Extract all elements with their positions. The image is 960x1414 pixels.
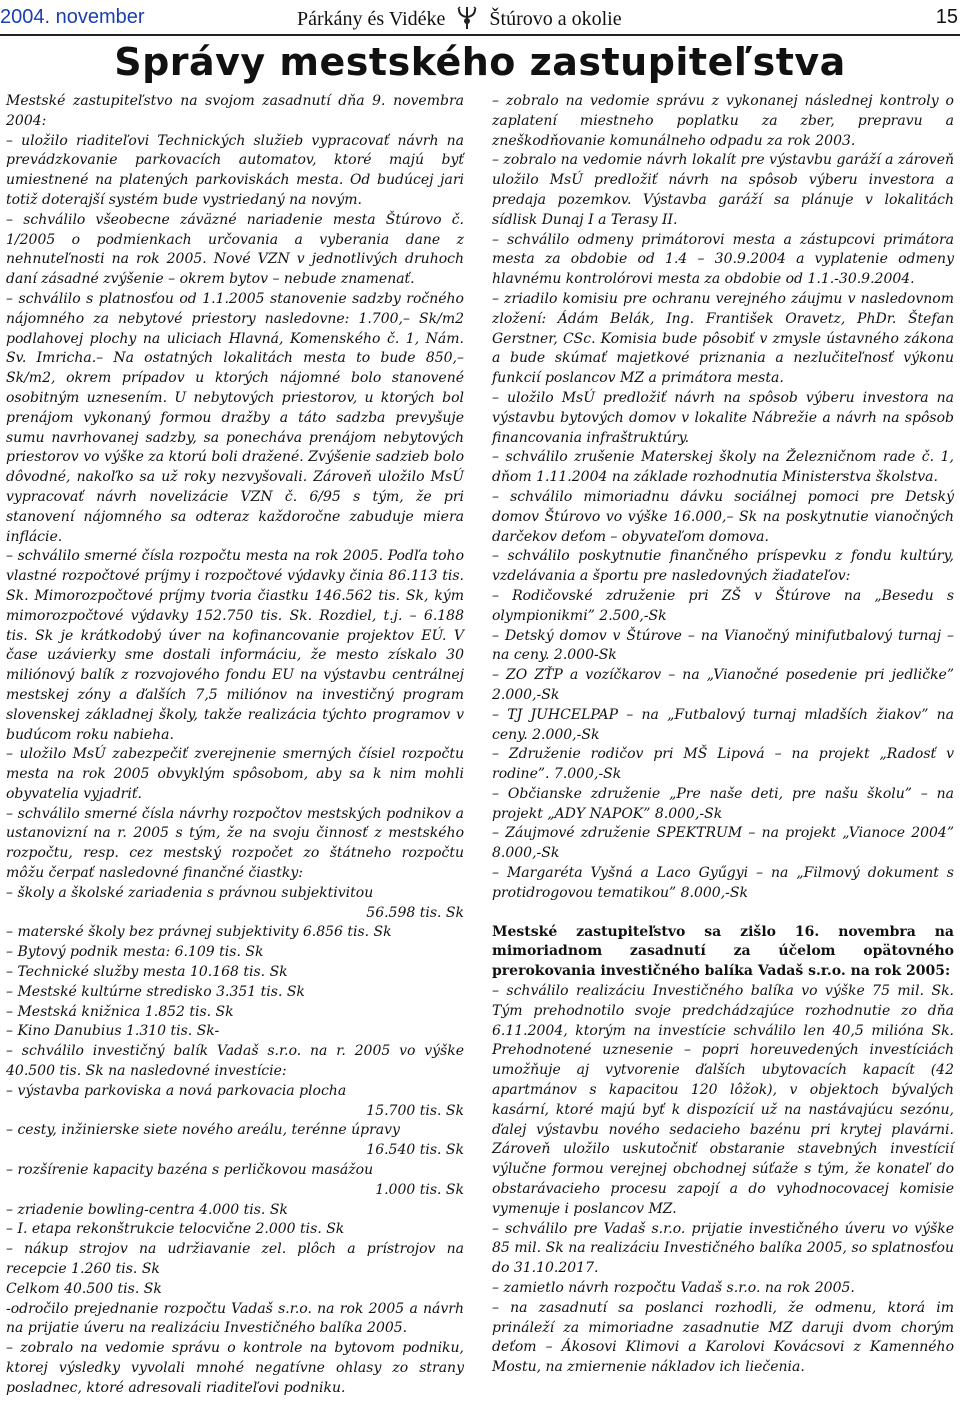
budget-item: – Mestská knižnica 1.852 tis. Sk — [6, 1003, 234, 1020]
investment-total: Celkom 40.500 tis. Sk — [6, 1280, 162, 1297]
paragraph: – schválilo smerné čísla návrhy rozpočtov mestských podnikov a ustanovizní na r. 2005 s tým, že na svoju činnosť z mestského rozpočtu, resp. cez mestský rozpočet zo štátneho rozpočtu môžu čerpať nasledovné finančné čiastky: — [6, 805, 464, 882]
budget-item: – školy a školské zariadenia s právnou subjektivitou — [6, 884, 374, 901]
investment-item: – cesty, inžinierske siete nového areálu, terénne úpravy — [6, 1122, 400, 1139]
paragraph: – schválilo smerné čísla rozpočtu mesta na rok 2005. Podľa toho vlastné rozpočtové príjmy i rozpočtové výdavky činia 86.113 tis. Sk. Mimorozpočtové príjmy tvoria čiastku 146.562 tis. Sk, kým mimorozpočtové výdavky 152.750 tis. Sk. Rozdiel, t.j. – 6.188 tis. Sk je krátkodobý úver na kofinancovanie projektov EÚ. V čase uzávierky sme dostali informáciu, že mesto získalo 30 miliónový balík z rozvojového fondu EU na výstavbu centrálnej mestskej zóny a ďalších 7,5 miliónov na investičný program slovenskej základnej školy, takže realizácia týchto programov v budúcom roku nabieha. — [6, 548, 464, 743]
paragraph: – zriadilo komisiu pre ochranu verejného záujmu v nasledovnom zložení: Ádám Belák, Ing. František Oravetz, PhDr. Štefan Gerstner, CSc. Komisia bude pôsobiť v zmysle ústavného zákona a bude skúmať majetkové priznania a nezlučiteľnosť výkonu funkcií poslancov MZ a primátora mesta. — [492, 290, 954, 387]
paragraph: – zobralo na vedomie návrh lokalít pre výstavbu garáží a zároveň uložilo MsÚ predložiť návrh na spôsob výberu investora a predaja pozemkov. Výstavba garáží sa plánuje v lokalitách sídlisk Dunaj I a Terasy II. — [492, 152, 954, 228]
grant-item: – Margaréta Vyšná a Laco Gyűgyi – na „Filmový dokument s protidrogovou tematikou” 8.000,-Sk — [492, 865, 954, 901]
issue-date: 2004. november — [0, 6, 145, 28]
section-gap — [492, 904, 954, 923]
newspaper-name-hu: Párkány és Vidéke — [297, 8, 446, 30]
investment-amount: 15.700 tis. Sk — [366, 1102, 464, 1119]
investment-item: – I. etapa rekonštrukcie telocvične 2.000 tis. Sk — [6, 1221, 345, 1238]
budget-item: – Mestské kultúrne stredisko 3.351 tis. Sk — [6, 983, 305, 1000]
paragraph: – na zasadnutí sa poslanci rozhodli, že odmenu, ktorá im prináleží za mimoriadne zasadnutie MZ daruji dvom chorým deťom – Ákosovi Klimovi a Karolovi Kovácsovi z Kamenného Mostu, na zmiernenie nákladov ich liečenia. — [492, 1299, 954, 1376]
page-header — [0, 0, 960, 38]
grant-item: – Združenie rodičov pri MŠ Lipová – na projekt „Radosť v rodine”. 7.000,-Sk — [492, 746, 954, 783]
paragraph: – schválilo zrušenie Materskej školy na Železničnom rade č. 1, dňom 1.11.2004 na základe rozhodnutia Ministerstva školstva. — [492, 449, 954, 486]
budget-item: – Technické služby mesta 10.168 tis. Sk — [6, 964, 288, 981]
paragraph: – schválilo pre Vadaš s.r.o. prijatie investičného úveru vo výške 85 mil. Sk na realizáciu Investičného balíka 2005, so splatnosťou do 31.10.2017. — [492, 1220, 954, 1277]
newspaper-name-sk: Štúrovo a okolie — [489, 8, 622, 30]
grant-item: – Záujmové združenie SPEKTRUM – na projekt „Vianoce 2004” 8.000,-Sk — [492, 825, 954, 862]
paragraph: -odročilo prejednanie rozpočtu Vadaš s.r.o. na rok 2005 a návrh na prijatie úveru na realizáciu Investičného balíka 2005. — [6, 1300, 464, 1337]
section-heading: Mestské zastupiteľstvo sa zišlo 16. novembra na mimoriadnom zasadnutí za účelom opätovného prerokovania investičného balíka Vadaš s.r.o. na rok 2005: — [492, 923, 954, 980]
paragraph: – schválilo všeobecne záväzné nariadenie mesta Štúrovo č. 1/2005 o podmienkach určovania a vyberania dane z nehnuteľnosti na rok 2005. Nové VZN v jednotlivých druhoch daní zásadné zvýšenie – okrem bytov – nebude znamenať. — [6, 211, 464, 288]
page-number: 15 — [935, 6, 958, 28]
budget-item: – Bytový podnik mesta: 6.109 tis. Sk — [6, 944, 264, 961]
investment-item: – zriadenie bowling-centra 4.000 tis. Sk — [6, 1201, 288, 1218]
paragraph: – schválilo poskytnutie finančného príspevku z fondu kultúry, vzdelávania a športu pre nasledovných žiadateľov: — [492, 548, 954, 585]
budget-item: – Kino Danubius 1.310 tis. Sk- — [6, 1023, 220, 1040]
paragraph: – zobralo na vedomie správu z vykonanej následnej kontroly o zaplatení miestneho poplatku za zber, prepravu a zneškodňovanie komunálneho odpadu za rok 2003. — [492, 93, 954, 149]
paragraph: Mestské zastupiteľstvo na svojom zasadnutí dňa 9. novembra 2004: — [6, 93, 464, 129]
paragraph: – uložilo riaditeľovi Technických služieb vypracovať návrh na prevádzkovanie parkovacích automatov, ktoré majú byť umiestnené na platených parkoviskách mesta. Od budúcej jari totiž doterajší systém bude vystriedaný na novým. — [6, 132, 464, 208]
investment-amount: 16.540 tis. Sk — [366, 1142, 464, 1159]
paragraph: – zamietlo návrh rozpočtu Vadaš s.r.o. na rok 2005. — [492, 1280, 855, 1297]
grant-item: – Rodičovské združenie pri ZŠ v Štúrove na „Besedu s olympionikmi” 2.500,-Sk — [492, 587, 954, 624]
trident-emblem-icon — [456, 6, 478, 30]
budget-item: – materské školy bez právnej subjektivity 6.856 tis. Sk — [6, 924, 392, 941]
budget-amount: 56.598 tis. Sk — [366, 904, 464, 921]
paragraph: – uložilo MsÚ predložiť návrh na spôsob výberu investora na výstavbu bytových domov v lokalite Nábrežie a návrh na spôsob financovania infraštruktúry. — [492, 389, 954, 446]
newspaper-name — [297, 6, 622, 31]
paragraph: – schválilo realizáciu Investičného balíka vo výške 75 mil. Sk. Tým prehodnotilo svoje predchádzajúce rozhodnutie zo dňa 6.11.2004, ktorým na investície schválilo len 40,5 milióna Sk. Prehodnotené uznesenie – popri horeuvedených investíciách umožňuje aj vytvorenie ďalších ubytovacích kapacít (42 apartmánov s kapacitou 120 lôžok), v objektoch bývalých kasární, ktoré majú byť k dispozícií už na nastávajúcu sezónu, ďalej výstavbu nového sedacieho bazénu pri krytej plavárni. Zároveň uložilo uskutočniť obstaranie stavebných investícií výlučne formou verejnej obchodnej súťaže s tým, že konateľ do obstarávacieho procesu zapojí a do vyhodnocovacej komisie vymenuje i poslancov MZ. — [492, 983, 954, 1217]
paragraph: – schválilo mimoriadnu dávku sociálnej pomoci pre Detský domov Štúrovo vo výške 16.000,– Sk na poskytnutie vianočných darčekov deťom – obyvateľom domova. — [492, 488, 954, 545]
right-column — [492, 92, 954, 1378]
investment-item: – rozšírenie kapacity bazéna s perličkovou masážou — [6, 1162, 374, 1179]
paragraph: – zobralo na vedomie správu o kontrole na bytovom podniku, ktorej výsledky vyvolali mnohé negatívne ohlasy zo strany posladnec, ktoré adresovali riaditeľovi podniku. — [6, 1340, 464, 1396]
investment-item: – nákup strojov na udržiavanie zel. plôch a prístrojov na recepcie 1.260 tis. Sk — [6, 1241, 464, 1278]
grant-item: – ZO ZŤP a vozíčkarov – na „Vianočné posedenie pri jedličke” 2.000,-Sk — [492, 667, 954, 703]
grant-item: – TJ JUHCELPAP – na „Futbalový turnaj mladších žiakov” na ceny. 2.000,-Sk — [492, 706, 954, 743]
grant-item: – Detský domov v Štúrove – na Vianočný minifutbalový turnaj – na ceny. 2.000-Sk — [492, 627, 954, 664]
paragraph: – uložilo MsÚ zabezpečiť zverejnenie smerných čísiel rozpočtu mesta na rok 2005 obvyklým spôsobom, aby sa k nim mohli obyvatelia vyjadriť. — [6, 746, 464, 802]
article-title: Správy mestského zastupiteľstva — [114, 40, 846, 84]
paragraph: – schválilo odmeny primátorovi mesta a zástupcovi primátora mesta za obdobie od 1.4 – 30.9.2004 a vyplatenie odmeny hlavnému kontrolórovi mesta za obdobie od 1.1.-30.9.2004. — [492, 231, 954, 288]
investment-amount: 1.000 tis. Sk — [375, 1181, 464, 1198]
paragraph: – schválilo investičný balík Vadaš s.r.o. na r. 2005 vo výške 40.500 tis. Sk na nasledovné investície: — [6, 1043, 464, 1080]
left-column — [6, 92, 464, 1399]
header-divider — [0, 34, 960, 36]
grant-item: – Občianske združenie „Pre naše deti, pre našu školu” – na projekt „ADY NAPOK” 8.000,-Sk — [492, 785, 954, 822]
paragraph: – schválilo s platnosťou od 1.1.2005 stanovenie sadzby ročného nájomného za nebytové priestory nasledovne: 1.700,– Sk/m2 podlahovej plochy na uliciach Hlavná, Komenského č. 1, Nám. Sv. Imricha.– Na ostatných lokalitách mesta to bude 850,– Sk/m2, okrem prípadov u ktorých nájomné bolo stanovené osobitným uznesením. U nebytových priestorov, u ktorých bol prenájom vykonaný formou dražby a táto sadzba prevyšuje sumu navrhovanej sadzby, sa ponecháva prenájom nebytových priestorov vo výške za ktorú boli dražené. Zvýšenie sadzieb bolo dôvodné, nakoľko sa už roky nezvyšovali. Zároveň uložilo MsÚ vypracovať návrh novelizácie VZN č. 6/95 s tým, že pri stanovení nájomného sa odteraz každoročne zabuduje miera inflácie. — [6, 290, 464, 545]
investment-item: – výstavba parkoviska a nová parkovacia plocha — [6, 1082, 347, 1099]
